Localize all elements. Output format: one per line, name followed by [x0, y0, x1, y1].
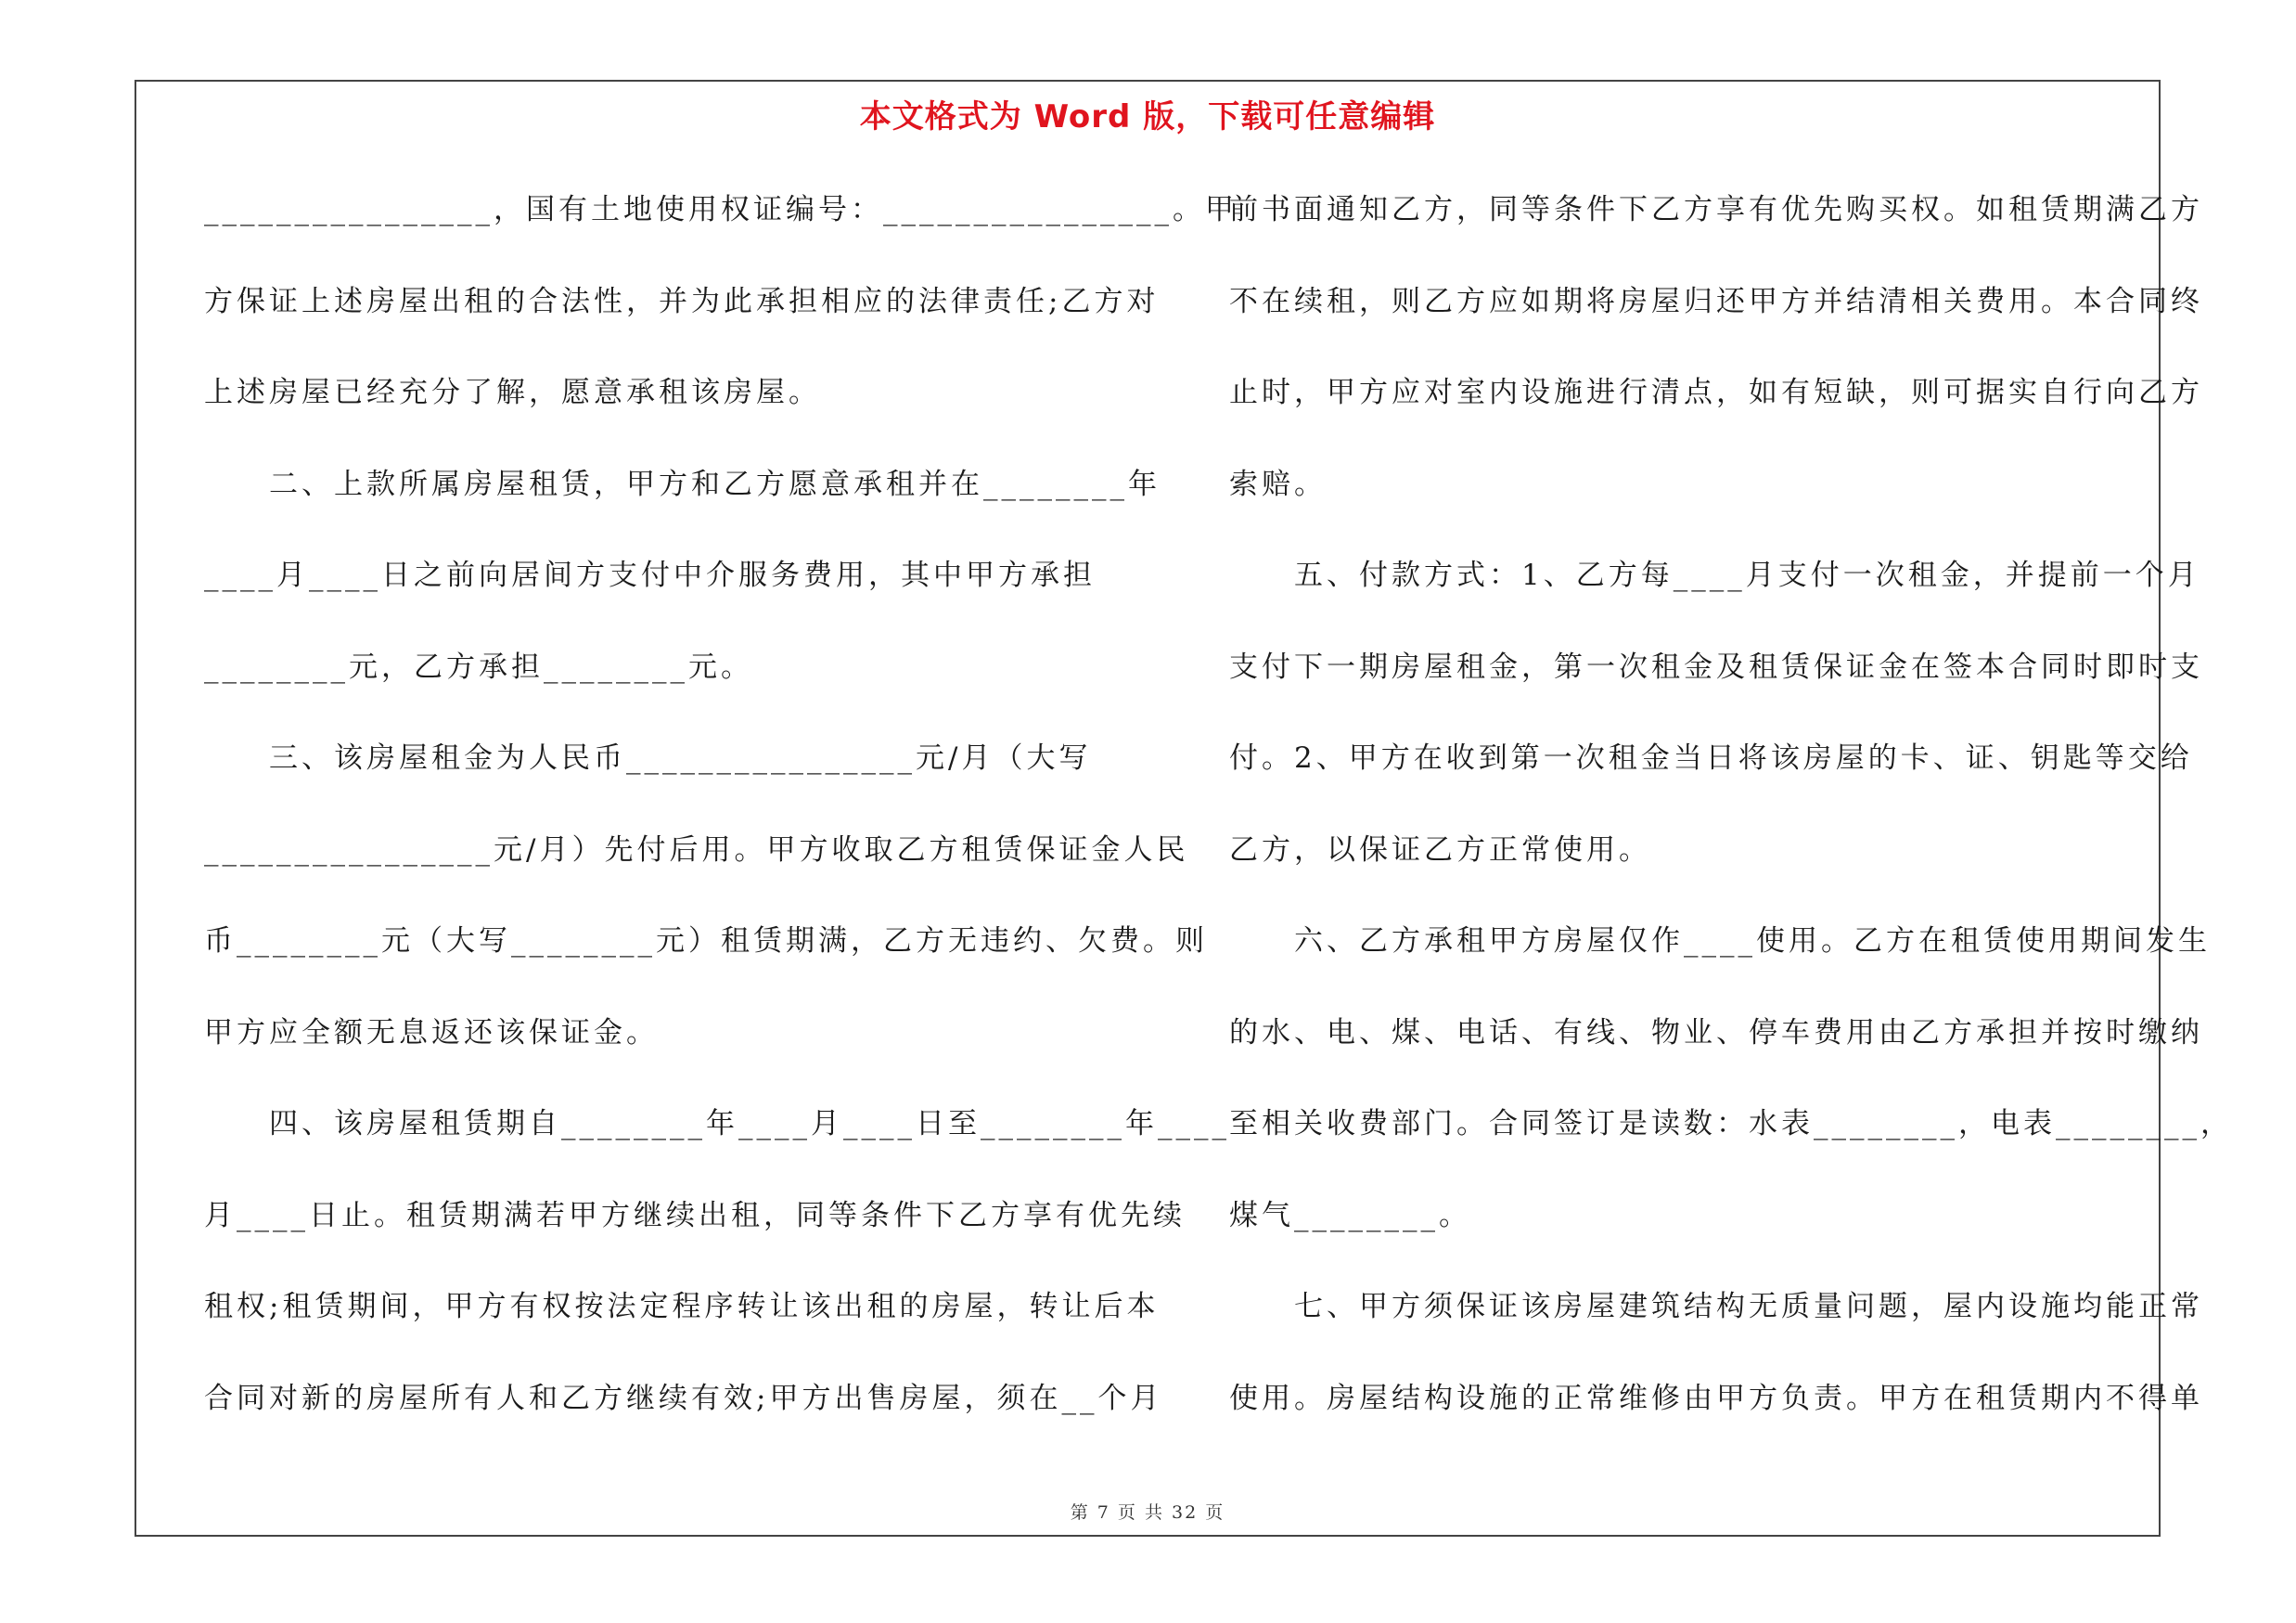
page-number-footer: 第 7 页 共 32 页	[1070, 1502, 1225, 1523]
text-line: 七、甲方须保证该房屋建筑结构无质量问题，屋内设施均能正常	[1229, 1290, 2203, 1323]
text-line: 煤气________。	[1229, 1198, 1471, 1232]
text-line: 不在续租，则乙方应如期将房屋归还甲方并结清相关费用。本合同终	[1229, 284, 2203, 318]
text-line: 六、乙方承租甲方房屋仅作____使用。乙方在租赁使用期间发生	[1229, 924, 2211, 958]
text-line: ____月____日之前向居间方支付中介服务费用，其中甲方承担	[204, 559, 1096, 592]
text-line: 支付下一期房屋租金，第一次租金及租赁保证金在签本合同时即时支	[1229, 650, 2203, 684]
text-line: 甲方应全额无息返还该保证金。	[204, 1015, 659, 1050]
text-line: 合同对新的房屋所有人和乙方继续有效;甲方出售房屋，须在__个月	[204, 1381, 1163, 1415]
text-line: 方保证上述房屋出租的合法性，并为此承担相应的法律责任;乙方对	[204, 284, 1160, 318]
text-line: ________________元/月）先付后用。甲方收取乙方租赁保证金人民	[204, 832, 1189, 867]
text-line: 前书面通知乙方，同等条件下乙方享有优先购买权。如租赁期满乙方	[1229, 193, 2203, 226]
text-line: 付。2、甲方在收到第一次租金当日将该房屋的卡、证、钥匙等交给	[1229, 741, 2193, 775]
text-line: 三、该房屋租金为人民币________________元/月（大写	[204, 741, 1092, 775]
text-line: 止时，甲方应对室内设施进行清点，如有短缺，则可据实自行向乙方	[1229, 376, 2203, 409]
left-text-column	[204, 182, 1238, 1462]
text-line: 五、付款方式：1、乙方每____月支付一次租金，并提前一个月	[1229, 559, 2200, 592]
text-line: 上述房屋已经充分了解，愿意承租该房屋。	[204, 376, 821, 409]
text-line: 月____日止。租赁期满若甲方继续出租，同等条件下乙方享有优先续	[204, 1198, 1186, 1232]
text-line: 索赔。	[1229, 467, 1327, 501]
text-line: 使用。房屋结构设施的正常维修由甲方负责。甲方在租赁期内不得单	[1229, 1381, 2203, 1415]
text-line: ________元，乙方承担________元。	[204, 650, 753, 684]
text-line: 二、上款所属房屋租赁，甲方和乙方愿意承租并在________年	[204, 467, 1161, 501]
word-format-banner: 本文格式为 Word 版，下载可任意编辑	[859, 98, 1436, 135]
text-line: 至相关收费部门。合同签订是读数：水表________，电表________，	[1229, 1107, 2233, 1140]
right-text-column	[1229, 182, 2233, 1462]
text-line: 四、该房屋租赁期自________年____月____日至________年____	[204, 1107, 1230, 1140]
text-line: 的水、电、煤、电话、有线、物业、停车费用由乙方承担并按时缴纳	[1229, 1015, 2203, 1050]
text-line: ________________，国有土地使用权证编号：________________。甲	[204, 193, 1238, 226]
text-line: 乙方，以保证乙方正常使用。	[1229, 832, 1651, 867]
text-line: 币________元（大写________元）租赁期满，乙方无违约、欠费。则	[204, 924, 1208, 958]
text-line: 租权;租赁期间，甲方有权按法定程序转让该出租的房屋，转让后本	[204, 1290, 1160, 1323]
document-page	[135, 80, 2233, 1537]
